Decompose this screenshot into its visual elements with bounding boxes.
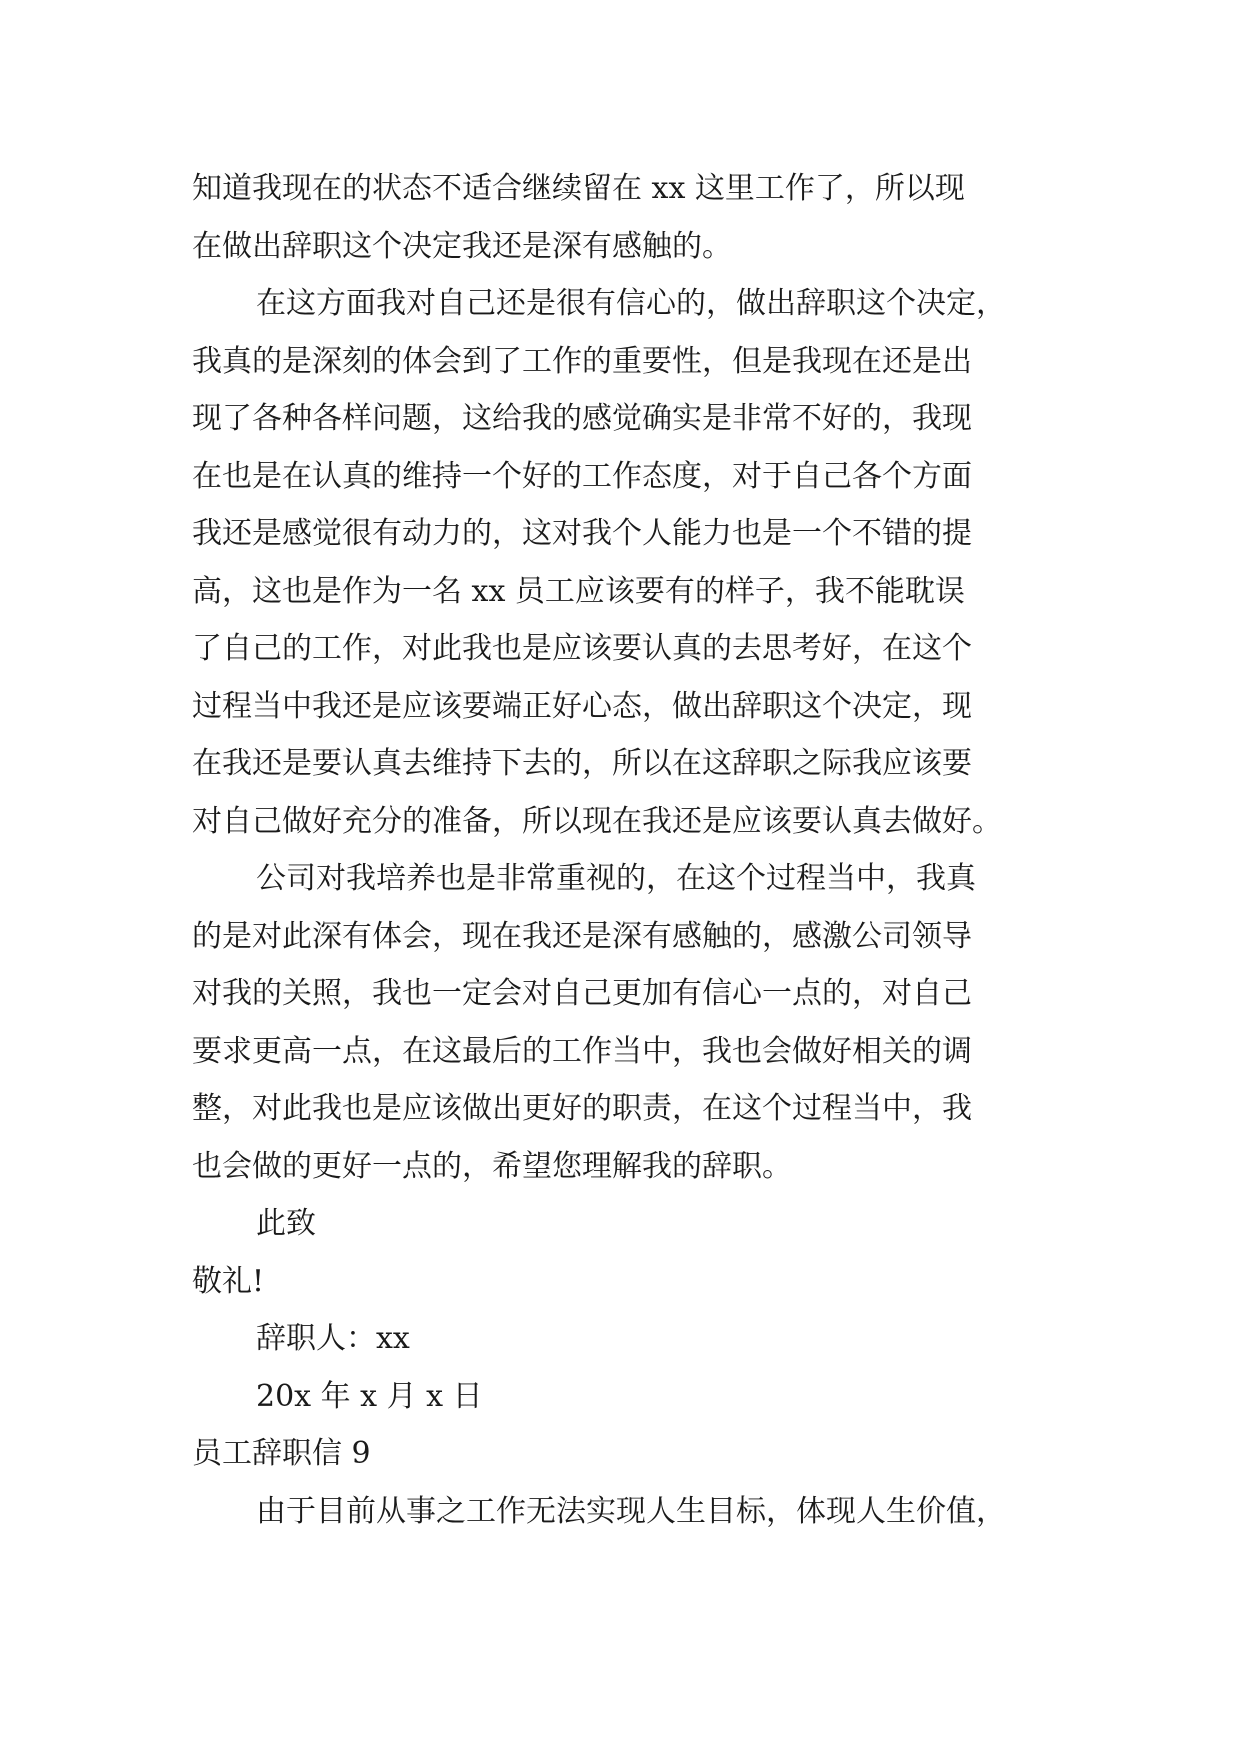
paragraph-3: [192, 850, 1072, 1195]
text-line: 我还是感觉很有动力的，这对我个人能力也是一个不错的提: [192, 516, 972, 551]
paragraph-4: [192, 1483, 1072, 1541]
signature-text: 辞职人：xx: [256, 1321, 410, 1356]
text-line: 由于目前从事之工作无法实现人生目标，体现人生价值，: [256, 1493, 1006, 1529]
closing-text: 此致: [256, 1206, 316, 1241]
text-line: 对自己做好充分的准备，所以现在我还是应该要认真去做好。: [192, 803, 1002, 839]
date-text: 20x 年 x 月 x 日: [256, 1378, 483, 1414]
paragraph-2: [192, 275, 1072, 850]
text-line: 知道我现在的状态不适合继续留在 xx 这里工作了，所以现: [192, 171, 965, 206]
text-line: 公司对我培养也是非常重视的，在这个过程当中，我真: [256, 861, 976, 896]
text-line: 现了各种各样问题，这给我的感觉确实是非常不好的，我现: [192, 401, 972, 436]
salutation-text: 敬礼!: [192, 1263, 265, 1299]
text-line: 要求更高一点，在这最后的工作当中，我也会做好相关的调: [192, 1033, 972, 1069]
text-line: 也会做的更好一点的，希望您理解我的辞职。: [192, 1148, 792, 1184]
text-line: 在这方面我对自己还是很有信心的，做出辞职这个决定，: [256, 286, 1006, 321]
text-line: 过程当中我还是应该要端正好心态，做出辞职这个决定，现: [192, 688, 972, 724]
section-title: 员工辞职信 9: [192, 1436, 371, 1471]
text-line: 高，这也是作为一名 xx 员工应该要有的样子，我不能耽误: [192, 573, 965, 609]
text-line: 在做出辞职这个决定我还是深有感触的。: [192, 228, 732, 264]
text-line: 了自己的工作，对此我也是应该要认真的去思考好，在这个: [192, 631, 972, 666]
text-line: 整，对此我也是应该做出更好的职责，在这个过程当中，我: [192, 1091, 972, 1126]
text-line: 在我还是要认真去维持下去的，所以在这辞职之际我应该要: [192, 746, 972, 781]
text-line: 的是对此深有体会，现在我还是深有感触的，感激公司领导: [192, 918, 972, 954]
text-line: 在也是在认真的维持一个好的工作态度，对于自己各个方面: [192, 458, 972, 494]
paragraph-1: [192, 160, 1072, 275]
letter-body: [192, 160, 1072, 1540]
text-line: 对我的关照，我也一定会对自己更加有信心一点的，对自己: [192, 976, 972, 1011]
text-line: 我真的是深刻的体会到了工作的重要性，但是我现在还是出: [192, 343, 972, 379]
